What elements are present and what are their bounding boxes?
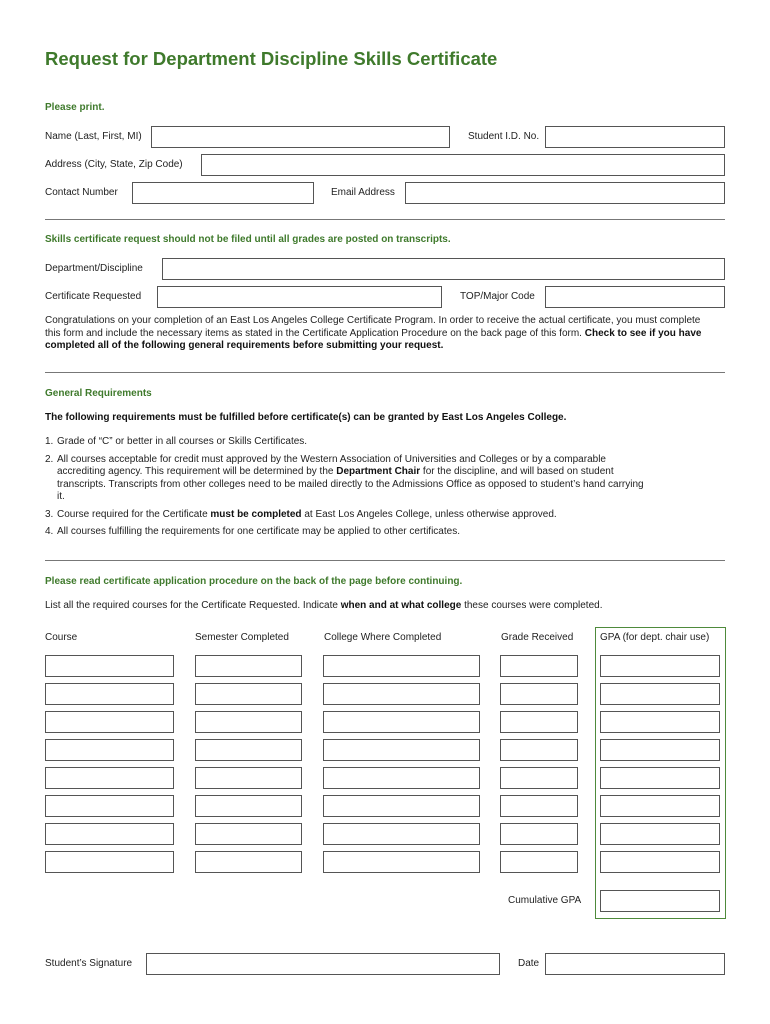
course-cell[interactable]	[45, 711, 174, 733]
course-cell[interactable]	[45, 739, 174, 761]
requirements-list	[45, 436, 645, 544]
grade-cell[interactable]	[500, 711, 578, 733]
course-cell[interactable]	[45, 823, 174, 845]
top-major-field[interactable]	[545, 286, 725, 308]
college-cell[interactable]	[323, 823, 480, 845]
student-id-label: Student I.D. No.	[468, 131, 540, 142]
semester-cell[interactable]	[195, 711, 302, 733]
gpa-cell[interactable]	[600, 683, 720, 705]
gpa-cell[interactable]	[600, 739, 720, 761]
name-label: Name (Last, First, MI)	[45, 131, 142, 142]
certificate-field[interactable]	[157, 286, 442, 308]
top-major-label: TOP/Major Code	[460, 291, 535, 302]
grade-header: Grade Received	[501, 632, 574, 643]
email-field[interactable]	[405, 182, 725, 204]
congrats-text: Congratulations on your completion of an East Los Angeles College Certificate Program. In order to receive the actual certificate, you must complete this form and include the necessary items as stated in the Certificate Application Procedure on the back page of this form.	[45, 315, 701, 339]
college-cell[interactable]	[323, 711, 480, 733]
name-field[interactable]	[151, 126, 450, 148]
grade-cell[interactable]	[500, 683, 578, 705]
semester-cell[interactable]	[195, 739, 302, 761]
college-cell[interactable]	[323, 795, 480, 817]
gpa-cell[interactable]	[600, 767, 720, 789]
course-cell[interactable]	[45, 851, 174, 873]
semester-header: Semester Completed	[195, 632, 289, 643]
semester-cell[interactable]	[195, 767, 302, 789]
list-item: 1. Grade of “C” or better in all courses or Skills Certificates.	[45, 436, 308, 447]
college-cell[interactable]	[323, 851, 480, 873]
grade-cell[interactable]	[500, 851, 578, 873]
address-label: Address (City, State, Zip Code)	[45, 159, 183, 170]
please-print-note: Please print.	[45, 102, 105, 113]
general-requirements-heading: General Requirements	[45, 388, 152, 399]
gpa-cell[interactable]	[600, 655, 720, 677]
address-field[interactable]	[201, 154, 725, 176]
procedure-notice: Please read certificate application procedure on the back of the page before continuing.	[45, 576, 463, 587]
course-cell[interactable]	[45, 683, 174, 705]
divider	[45, 560, 725, 561]
skills-notice: Skills certificate request should not be filed until all grades are posted on transcripts.	[45, 234, 451, 245]
course-cell[interactable]	[45, 655, 174, 677]
certificate-label: Certificate Requested	[45, 291, 142, 302]
semester-cell[interactable]	[195, 851, 302, 873]
congratulations-paragraph	[45, 315, 710, 353]
grade-cell[interactable]	[500, 767, 578, 789]
course-header: Course	[45, 632, 78, 643]
contact-field[interactable]	[132, 182, 314, 204]
department-label: Department/Discipline	[45, 263, 143, 274]
college-cell[interactable]	[323, 767, 480, 789]
list-item: 3. Course required for the Certificate must be completed at East Los Angeles College, unless otherwise approved.	[45, 508, 557, 520]
department-field[interactable]	[162, 258, 725, 280]
semester-cell[interactable]	[195, 823, 302, 845]
grade-cell[interactable]	[500, 655, 578, 677]
college-cell[interactable]	[323, 655, 480, 677]
date-field[interactable]	[545, 953, 725, 975]
email-label: Email Address	[331, 187, 395, 198]
gpa-cell[interactable]	[600, 711, 720, 733]
grade-cell[interactable]	[500, 739, 578, 761]
semester-cell[interactable]	[195, 795, 302, 817]
signature-field[interactable]	[146, 953, 500, 975]
grade-cell[interactable]	[500, 823, 578, 845]
divider	[45, 219, 725, 220]
general-requirements-intro: The following requirements must be fulfilled before certificate(s) can be granted by East Los Angeles College.	[45, 412, 567, 423]
date-label: Date	[518, 958, 540, 969]
course-cell[interactable]	[45, 767, 174, 789]
gpa-cell[interactable]	[600, 823, 720, 845]
college-cell[interactable]	[323, 683, 480, 705]
grade-cell[interactable]	[500, 795, 578, 817]
congrats-bold: Check to see if you have completed all of the following general requirements before submitting your request.	[45, 327, 702, 351]
signature-label: Student’s Signature	[45, 958, 133, 969]
list-item: 4. All courses fulfilling the requirements for one certificate may be applied to other certificates.	[45, 526, 460, 537]
cumulative-gpa-field[interactable]	[600, 890, 720, 912]
course-cell[interactable]	[45, 795, 174, 817]
list-item: 2. All courses acceptable for credit must approved by the Western Association of Universities and Colleges or by a comparable accrediting agency. This requirement will be determined by the Department Chair for the discipline, and will based on student transcripts. Transcripts from other colleges need to be mailed directly to the Admissions Office as opposed to student’s hand carrying it.	[45, 453, 644, 502]
cumulative-gpa-label: Cumulative GPA	[508, 895, 582, 906]
student-id-field[interactable]	[545, 126, 725, 148]
gpa-cell[interactable]	[600, 795, 720, 817]
college-cell[interactable]	[323, 739, 480, 761]
semester-cell[interactable]	[195, 655, 302, 677]
divider	[45, 372, 725, 373]
contact-label: Contact Number	[45, 187, 118, 198]
list-instruction: List all the required courses for the Certificate Requested. Indicate when and at what college these courses were completed.	[45, 600, 603, 611]
gpa-cell[interactable]	[600, 851, 720, 873]
college-header: College Where Completed	[324, 632, 442, 643]
semester-cell[interactable]	[195, 683, 302, 705]
gpa-header: GPA (for dept. chair use)	[600, 632, 710, 643]
page-title: Request for Department Discipline Skills Certificate	[45, 48, 498, 69]
